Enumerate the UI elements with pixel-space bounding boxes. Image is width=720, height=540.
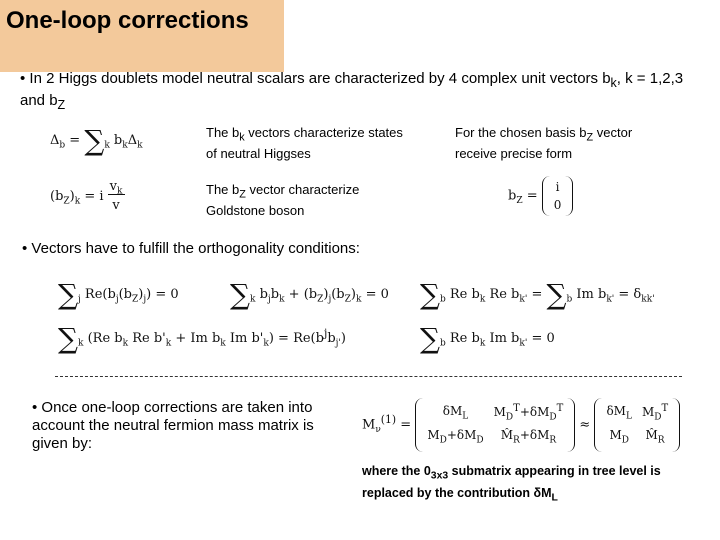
note-chosen-basis: For the chosen basis $b_Z$ vector receive precise form <box>455 125 633 161</box>
footnote-submatrix: where the $0_{3x3}$ submatrix appearing in tree level is replaced by the contribution $\delta M_L$ <box>362 464 661 503</box>
equation-ortho-1: $\sum_j$ $Re(b_j(b_Z)_j) = 0$ <box>58 278 179 311</box>
bullet-one-loop-mass-matrix: • Once one-loop corrections are taken into account the neutral fermion mass matrix is given by: <box>32 399 314 452</box>
bullet-higgs-vectors: • In 2 Higgs doublets model neutral scalars are characterized by 4 complex unit vectors $b_k$, k = 1,2,3 and $b_Z$ <box>20 70 684 112</box>
equation-mass-matrix: $M_\nu^{(1)}$ = $\delta M_L$ $M_D^T+\delta M_D^T$ $M_D+\delta M_D$ $M̂_R+\delta M_R$ ≈ $\delta M_L$ $M_D^T$ $M_D$ $M̂_R$ <box>362 398 680 452</box>
equation-delta-b: $\Delta_b = \sum_k$ $b_k\Delta_k$ <box>50 124 143 157</box>
section-divider <box>55 376 682 377</box>
note-bk-vectors: The $b_k$ vectors characterize states of neutral Higgses <box>206 125 403 161</box>
bullet-orthogonality: • Vectors have to fulfill the orthogonality conditions: <box>22 240 360 257</box>
equation-ortho-2: $\sum_k$ $b_jb_k + (b_Z)_j(b_Z)_k = 0$ <box>230 278 389 311</box>
note-bz-vector: The $b_Z$ vector characterize Goldstone boson <box>206 182 360 218</box>
equation-ortho-4: $\sum_k$ (Re $b_k$ Re $b'_k + Im$ $b_k$ Im $b'_k) = Re(b^jb_{j'})$ <box>58 322 346 355</box>
equation-ortho-5: $\sum_b$ Re $b_k$ Im $b_{k'} = 0$ <box>420 322 555 355</box>
equation-bz-vector: $b_Z$ = i 0 <box>508 176 573 216</box>
equation-bz: $(b_Z)_k = i$ $v_k$ v <box>50 179 123 213</box>
page-title: One-loop corrections <box>6 7 249 34</box>
equation-ortho-3: $\sum_b$ Re $b_k$ Re $b_{k'} = \sum_b$ Im $b_{k'} = \delta_{kk'}$ <box>420 278 655 311</box>
